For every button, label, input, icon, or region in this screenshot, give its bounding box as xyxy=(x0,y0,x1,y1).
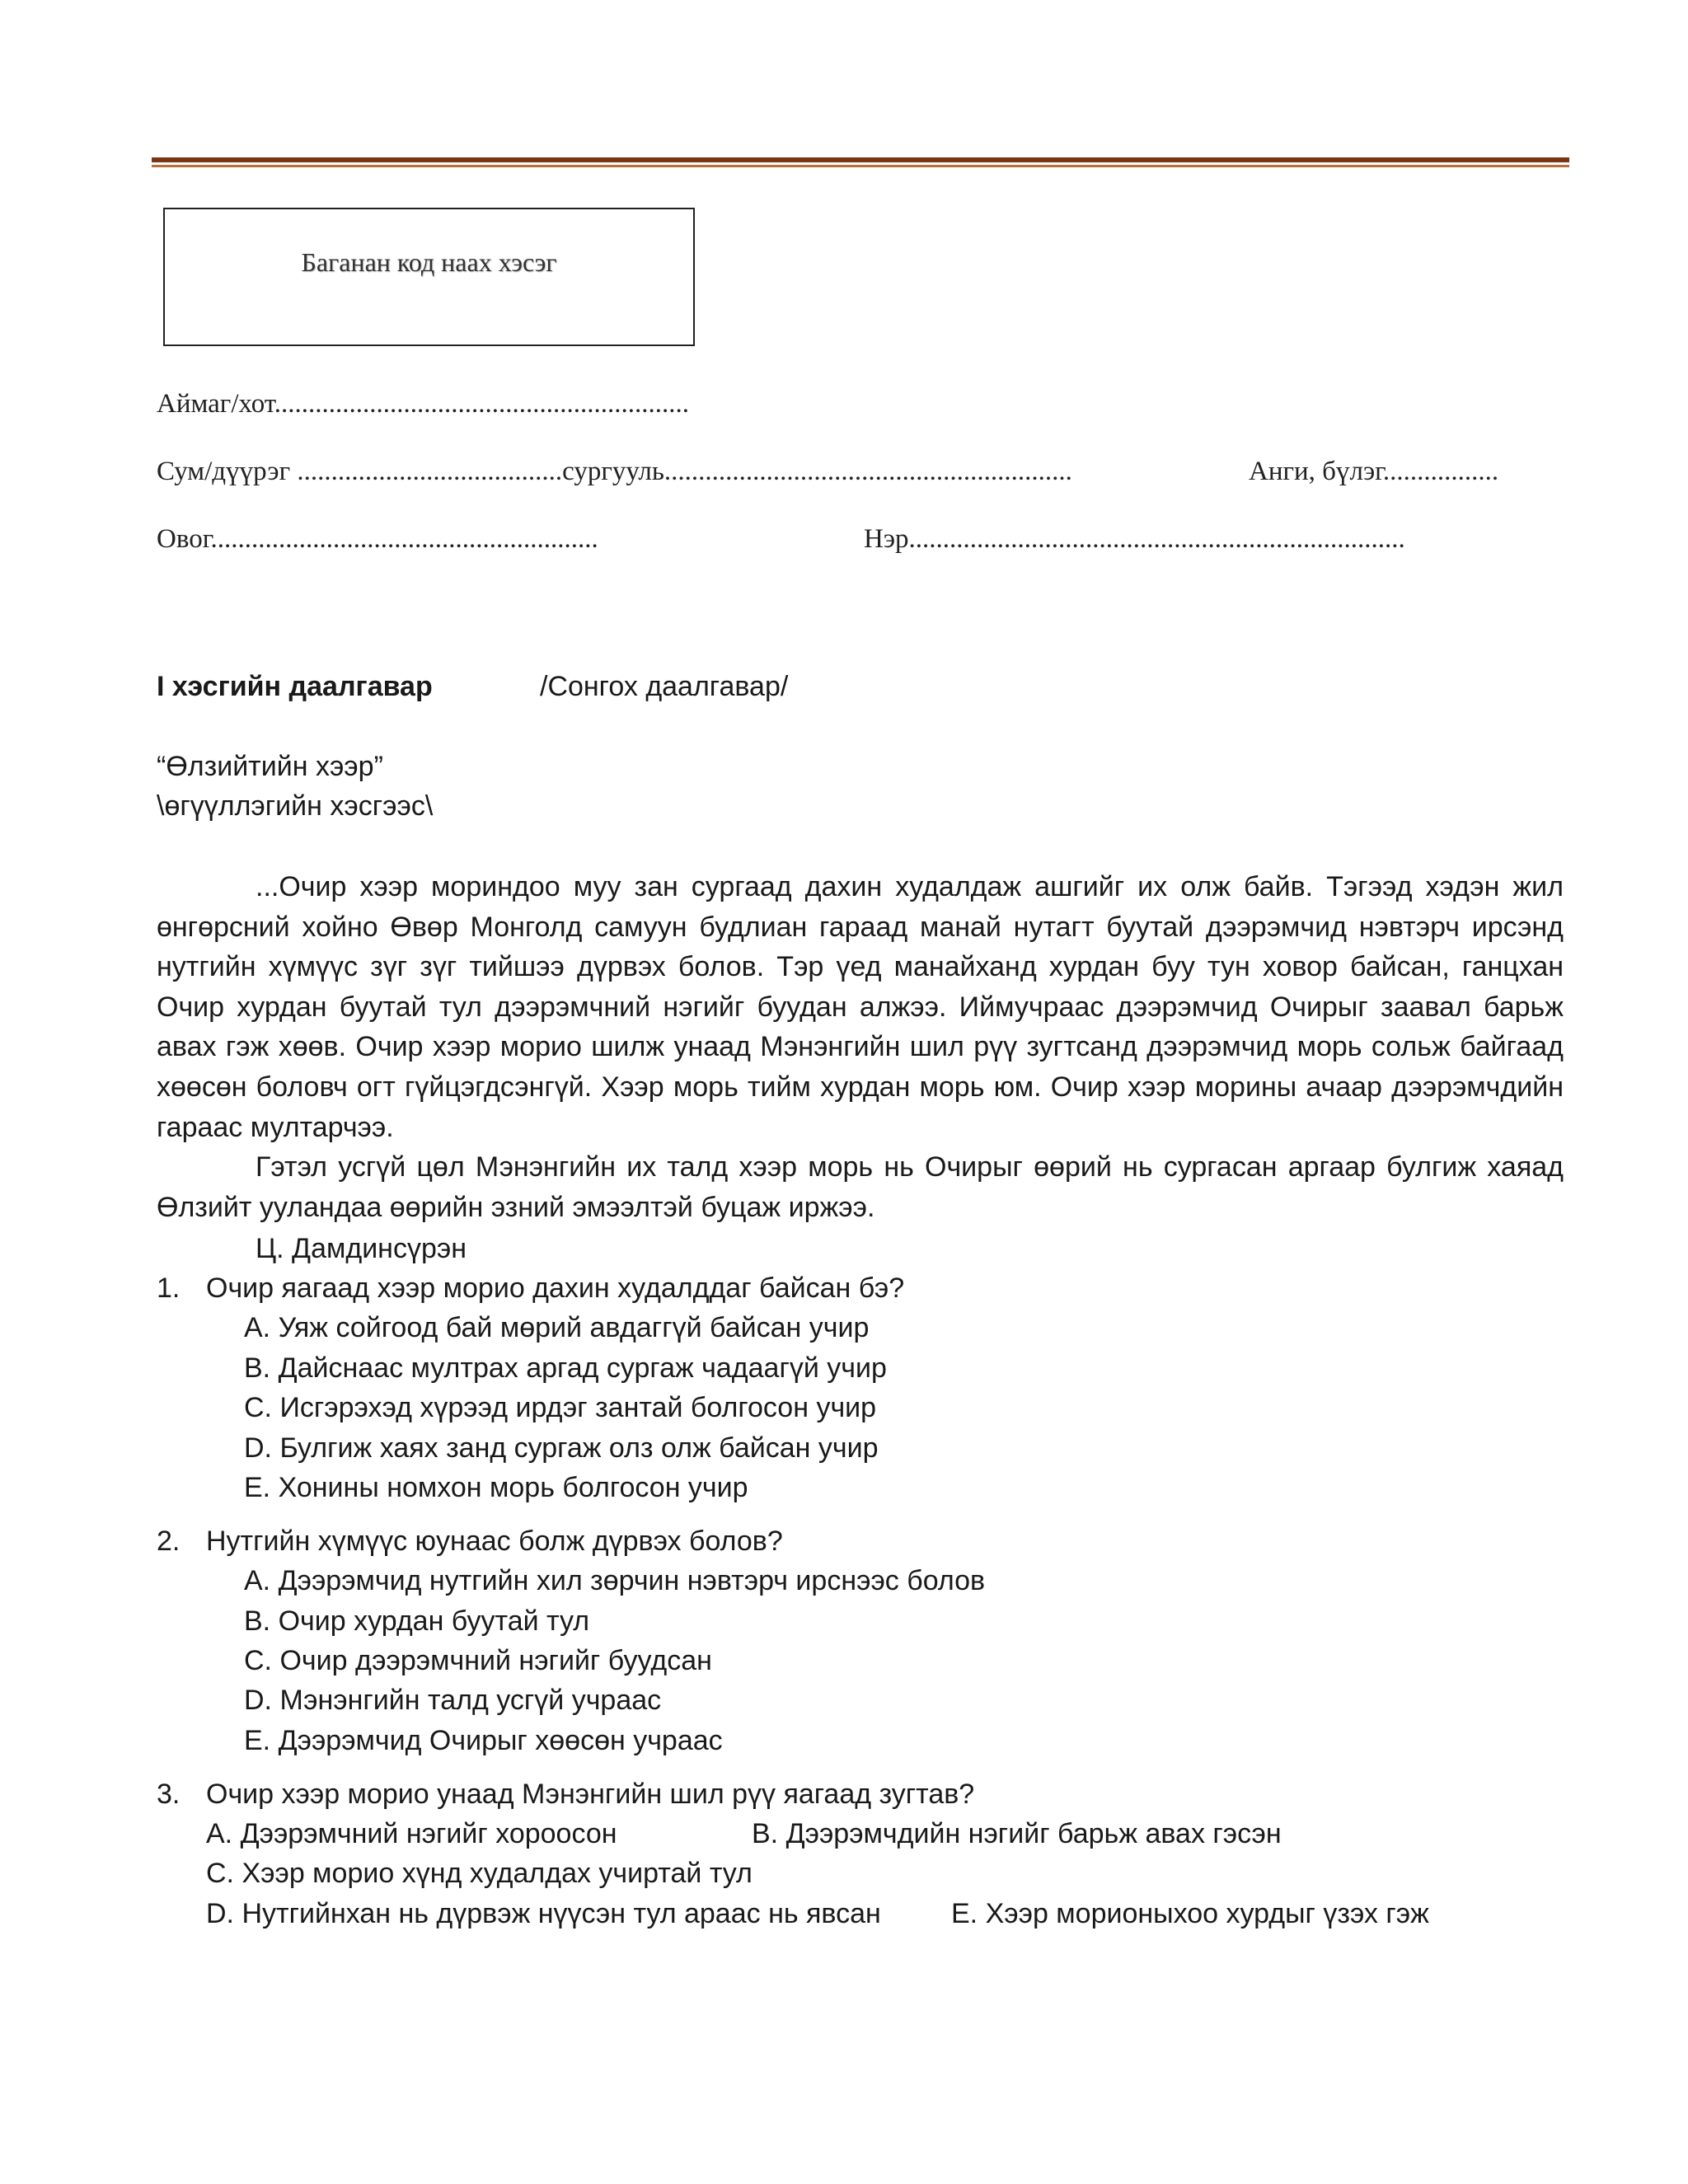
question-2-option-e: E. Дээрэмчид Очирыг хөөсөн учраас xyxy=(244,1725,723,1756)
barcode-label: Баганан код наах хэсэг xyxy=(301,247,557,277)
question-3-text: Очир хээр морио унаад Мэнэнгийн шил рүү яагаад зугтав? xyxy=(206,1779,975,1810)
question-1-text: Очир яагаад хээр морио дахин худалддаг байсан бэ? xyxy=(206,1272,905,1304)
field-aimag: Аймаг/хот............................................................. xyxy=(157,389,689,419)
question-2-number: 2. xyxy=(157,1526,181,1557)
question-1-option-c: C. Исгэрэхэд хүрээд ирдэг зантай болгосон учир xyxy=(244,1392,877,1423)
question-3-number: 3. xyxy=(157,1779,181,1810)
question-2-option-d: D. Мэнэнгийн талд усгүй учраас xyxy=(244,1685,662,1716)
question-2-option-c: C. Очир дээрэмчний нэгийг буудсан xyxy=(244,1645,712,1676)
field-sum-school: Сум/дүүрэг .......................................сургууль............................................................ xyxy=(157,457,1072,486)
question-3-option-c: C. Хээр морио хүнд худалдах учиртай тул xyxy=(206,1858,753,1889)
story-paragraph-1 xyxy=(157,867,1564,1147)
story-paragraph-1-text: ...Очир хээр мориндоо муу зан сургаад дахин худалдаж ашгийг их олж байв. Тэгээд хэдэн жил өнгөрсний хойно Өвөр Монголд самуун будлиан гараад манай нутагт буутай дээрэмчид нэвтэрч ирсэнд нутгийн хүмүүс зүг зүг тийшээ дүрвэх болов. Тэр үед манайханд хурдан буу тун ховор байсан, ганцхан Очир хурдан буутай тул дээрэмчний нэгийг буудан алжээ. Иймучраас дээрэмчид Очирыг заавал барьж авах гэж хөөв. Очир хээр морио шилж унаад Мэнэнгийн шил рүү зугтсанд дээрэмчид морь сольж байгаад хөөсөн боловч огт гүйцэгдсэнгүй. Хээр морь тийм хурдан морь юм. Очир хээр морины ачаар дээрэмчдийн гараас мултарчээ. xyxy=(157,871,1564,1143)
section-title: I хэсгийн даалгавар xyxy=(157,671,433,702)
barcode-box xyxy=(163,208,695,346)
question-1-option-b: B. Дайснаас мултрах аргад сургаж чадаагүй учир xyxy=(244,1352,887,1384)
story-author: Ц. Дамдинсүрэн xyxy=(256,1233,467,1264)
field-ovog: Овог......................................................... xyxy=(157,524,598,554)
header-rule-thin xyxy=(152,165,1569,167)
question-3-option-e: E. Хээр морионыхоо хурдыг үзэх гэж xyxy=(951,1898,1429,1929)
question-1-option-e: E. Хонины номхон морь болгосон учир xyxy=(244,1472,748,1503)
question-1-option-a: A. Уяж сойгоод бай мөрий авдаггүй байсан учир xyxy=(244,1312,870,1343)
question-3-option-d: D. Нутгийнхан нь дүрвэж нүүсэн тул араас нь явсан xyxy=(206,1898,881,1929)
question-3-option-b: B. Дээрэмчдийн нэгийг барьж авах гэсэн xyxy=(752,1818,1282,1849)
header-rule-thick xyxy=(152,157,1569,162)
story-source: \өгүүллэгийн хэсгээс\ xyxy=(157,790,434,822)
question-2-option-a: A. Дээрэмчид нутгийн хил зөрчин нэвтэрч ирснээс болов xyxy=(244,1565,986,1596)
question-1-number: 1. xyxy=(157,1272,181,1304)
section-subtitle: /Сонгох даалгавар/ xyxy=(540,671,789,702)
story-title: “Өлзийтийн хээр” xyxy=(157,751,383,782)
question-3-option-a: A. Дээрэмчний нэгийг хороосон xyxy=(206,1818,617,1849)
question-2-option-b: B. Очир хурдан буутай тул xyxy=(244,1605,590,1637)
question-2-text: Нутгийн хүмүүс юунаас болж дүрвэх болов? xyxy=(206,1526,783,1557)
story-paragraph-2 xyxy=(157,1147,1564,1227)
field-angi: Анги, бүлэг................. xyxy=(1249,457,1499,486)
story-paragraph-2-text: Гэтэл усгүй цөл Мэнэнгийн их талд хээр морь нь Очирыг өөрий нь сургасан аргаар булгиж хаяад Өлзийт ууландаа өөрийн эзний эмээлтэй буцаж иржээ. xyxy=(157,1151,1564,1223)
field-ner: Нэр......................................................................... xyxy=(864,524,1405,554)
question-1-option-d: D. Булгиж хаях занд сургаж олз олж байсан учир xyxy=(244,1432,879,1464)
